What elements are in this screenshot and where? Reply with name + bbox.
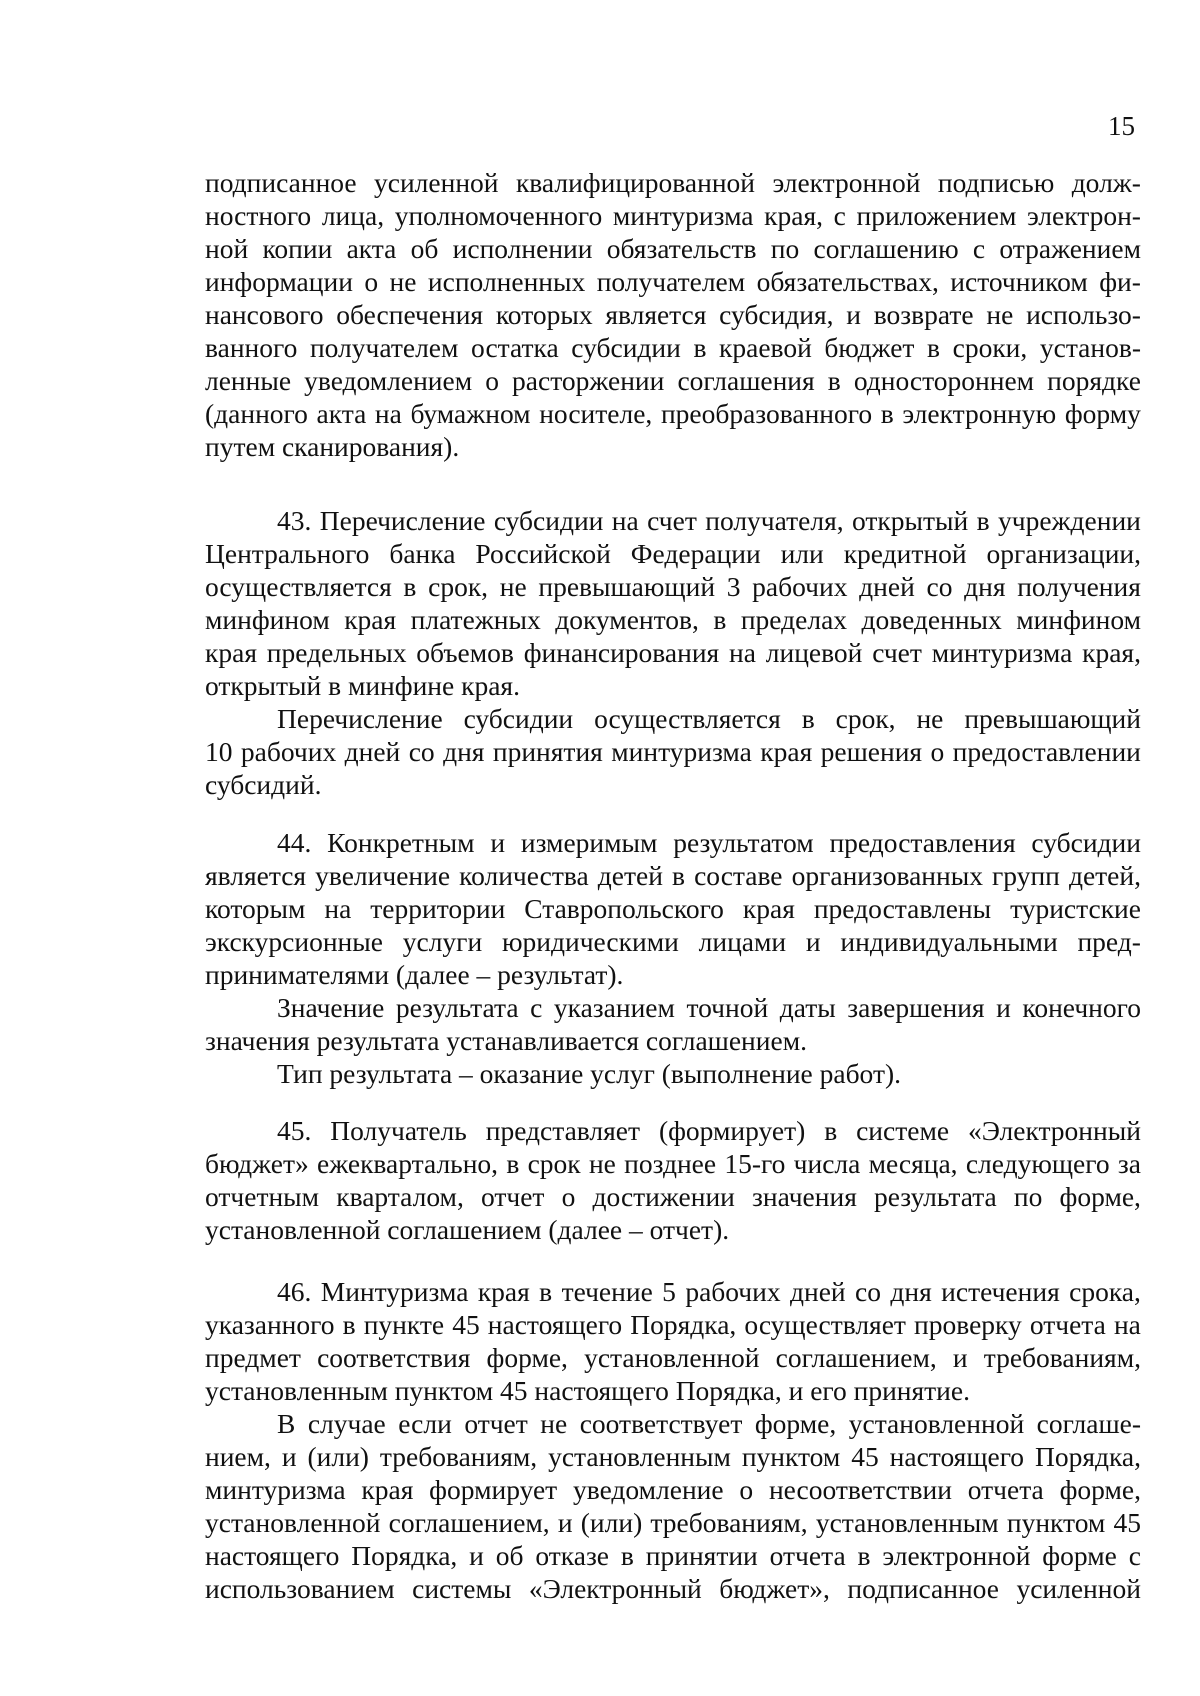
text-line: открытый в минфине края. [205,670,520,701]
text-line: принимателями (далее – результат). [205,959,624,990]
paragraph-item-43 [205,504,1141,801]
text-line: установленной соглашением, и (или) требованиям, установленным пунктом 45 [205,1507,1141,1538]
text-line: установленной соглашением (далее – отчет). [205,1214,730,1245]
text-line: 10 рабочих дней со дня принятия минтуризма края решения о предоставлении [205,736,1141,767]
text-line: отчетным кварталом, отчет о достижении значения результата по форме, [205,1181,1141,1212]
text-line: экскурсионные услуги юридическими лицами и индивидуальными пред- [205,926,1141,957]
text-line: минфином края платежных документов, в пределах доведенных минфином [205,604,1141,635]
text-line: ленные уведомлением о расторжении соглашения в одностороннем порядке [205,365,1141,396]
paragraph-item-46 [205,1275,1141,1605]
text-line: ной копии акта об исполнении обязательств по соглашению с отражением [205,233,1141,264]
text-line: Перечисление субсидии осуществляется в срок, не превышающий [277,703,1141,734]
paragraph-continuation [205,166,1141,463]
text-line: 43. Перечисление субсидии на счет получателя, открытый в учреждении [277,505,1141,536]
paragraph-item-44 [205,826,1141,1090]
text-line: ванного получателем остатка субсидии в краевой бюджет в сроки, установ- [205,332,1141,363]
paragraph-item-45 [205,1114,1141,1246]
text-line: информации о не исполненных получателем обязательствах, источником фи- [205,266,1141,297]
text-line: нием, и (или) требованиям, установленным пунктом 45 настоящего Порядка, [205,1441,1141,1472]
text-line: 45. Получатель представляет (формирует) в системе «Электронный [277,1115,1141,1146]
text-line: использованием системы «Электронный бюджет», подписанное усиленной [205,1573,1141,1604]
text-line: значения результата устанавливается соглашением. [205,1025,807,1056]
text-line: края предельных объемов финансирования на лицевой счет минтуризма края, [205,637,1141,668]
text-line: Значение результата с указанием точной даты завершения и конечного [277,992,1141,1023]
text-line: Тип результата – оказание услуг (выполнение работ). [277,1058,902,1089]
text-line: Центрального банка Российской Федерации или кредитной организации, [205,538,1141,569]
text-line: осуществляется в срок, не превышающий 3 рабочих дней со дня получения [205,571,1141,602]
text-line: установленным пунктом 45 настоящего Порядка, и его принятие. [205,1375,970,1406]
text-line: указанного в пункте 45 настоящего Порядка, осуществляет проверку отчета на [205,1309,1141,1340]
text-line: нансового обеспечения которых является субсидия, и возврате не использо- [205,299,1141,330]
text-line: субсидий. [205,769,322,800]
text-line: 46. Минтуризма края в течение 5 рабочих дней со дня истечения срока, [277,1276,1141,1307]
text-line: путем сканирования). [205,431,460,462]
text-line: 44. Конкретным и измеримым результатом предоставления субсидии [277,827,1141,858]
text-line: (данного акта на бумажном носителе, преобразованного в электронную форму [205,398,1141,429]
text-line: является увеличение количества детей в составе организованных групп детей, [205,860,1141,891]
text-line: предмет соответствия форме, установленной соглашением, и требованиям, [205,1342,1141,1373]
text-line: настоящего Порядка, и об отказе в принятии отчета в электронной форме с [205,1540,1141,1571]
text-line: бюджет» ежеквартально, в срок не позднее 15-го числа месяца, следующего за [205,1148,1141,1179]
text-line: В случае если отчет не соответствует форме, установленной соглаше- [277,1408,1141,1439]
page-number: 15 [1108,111,1135,141]
text-line: ностного лица, уполномоченного минтуризма края, с приложением электрон- [205,200,1141,231]
text-line: минтуризма края формирует уведомление о несоответствии отчета форме, [205,1474,1141,1505]
text-line: подписанное усиленной квалифицированной электронной подписью долж- [205,167,1141,198]
text-line: которым на территории Ставропольского края предоставлены туристские [205,893,1141,924]
